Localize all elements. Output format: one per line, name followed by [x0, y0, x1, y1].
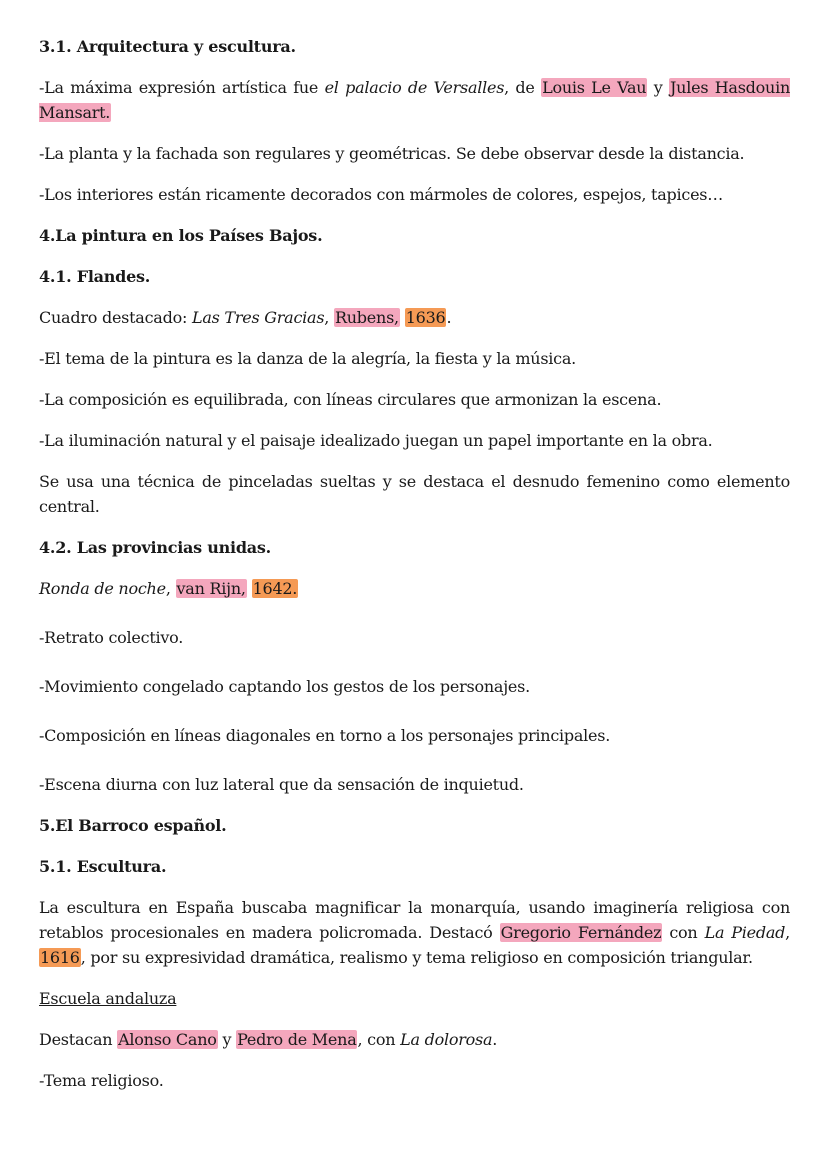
- paragraph-versalles: [39, 75, 790, 125]
- heading-5-1: 5.1. Escultura.: [39, 857, 167, 876]
- text-segment: ,: [785, 923, 791, 942]
- text-segment: y: [217, 1030, 237, 1049]
- work-title-tres-gracias: Las Tres Gracias: [191, 308, 325, 327]
- highlight-year-1636: 1636: [405, 308, 446, 327]
- text-segment: -La máxima expresión artística fue: [39, 78, 325, 97]
- text-segment: ,: [324, 308, 334, 327]
- paragraph-movimiento: -Movimiento congelado captando los gestos de los personajes.: [39, 677, 530, 696]
- heading-4: 4.La pintura en los Países Bajos.: [39, 226, 323, 245]
- text-segment: ,: [165, 579, 176, 598]
- heading-5: 5.El Barroco español.: [39, 816, 227, 835]
- document-body: [39, 34, 790, 1109]
- paragraph-tres-gracias: [39, 305, 790, 330]
- heading-3-1: 3.1. Arquitectura y escultura.: [39, 37, 296, 56]
- text-segment: .: [446, 308, 452, 327]
- highlight-year-1642: 1642.: [252, 579, 298, 598]
- text-segment: y: [647, 78, 670, 97]
- highlight-year-1616: 1616: [40, 948, 80, 967]
- paragraph-tecnica: Se usa una técnica de pinceladas sueltas y se destaca el desnudo femenino como elemento central.: [39, 472, 790, 516]
- text-segment: con: [662, 923, 705, 942]
- text-segment: , de: [504, 78, 542, 97]
- paragraph-iluminacion: -La iluminación natural y el paisaje idealizado juegan un papel importante en la obra.: [39, 431, 713, 450]
- text-segment: , con: [357, 1030, 401, 1049]
- work-title-la-piedad: La Piedad: [704, 923, 786, 942]
- paragraph-tema: -El tema de la pintura es la danza de la alegría, la fiesta y la música.: [39, 349, 576, 368]
- highlight-author-pedro-de-mena: Pedro de Mena: [237, 1030, 357, 1049]
- text-segment: Cuadro destacado:: [39, 308, 192, 327]
- paragraph-diagonales: -Composición en líneas diagonales en torno a los personajes principales.: [39, 726, 611, 745]
- text-segment: Destacan: [39, 1030, 118, 1049]
- highlight-author-alonso-cano: Alonso Cano: [118, 1030, 217, 1049]
- paragraph-planta: -La planta y la fachada son regulares y geométricas. Se debe observar desde la distancia.: [39, 144, 745, 163]
- paragraph-interiores: -Los interiores están ricamente decorados con mármoles de colores, espejos, tapices…: [39, 185, 723, 204]
- work-title-la-dolorosa: La dolorosa: [400, 1030, 493, 1049]
- text-segment: [400, 308, 405, 327]
- paragraph-retrato: -Retrato colectivo.: [39, 628, 184, 647]
- paragraph-ronda-de-noche: [39, 576, 790, 601]
- paragraph-escuela-andaluza: [39, 1027, 790, 1052]
- highlight-author-van-rijn: van Rijn,: [176, 579, 246, 598]
- highlight-author-rubens: Rubens,: [334, 308, 399, 327]
- paragraph-escena: -Escena diurna con luz lateral que da sensación de inquietud.: [39, 775, 524, 794]
- work-title-versalles: el palacio de Versalles: [324, 78, 505, 97]
- paragraph-escultura: [39, 895, 790, 970]
- paragraph-composicion: -La composición es equilibrada, con líneas circulares que armonizan la escena.: [39, 390, 662, 409]
- highlight-author-gregorio-fernandez: Gregorio Fernández: [500, 923, 662, 942]
- subheading-escuela-andaluza: Escuela andaluza: [39, 989, 177, 1008]
- text-segment: [247, 579, 252, 598]
- paragraph-tema-religioso: -Tema religioso.: [39, 1071, 164, 1090]
- work-title-ronda-de-noche: Ronda de noche: [39, 579, 166, 598]
- text-segment: , por su expresividad dramática, realismo y tema religioso en composición triangular.: [80, 948, 753, 967]
- highlight-author-mansart: Jules Hasdouin Mansart.: [39, 78, 791, 122]
- heading-4-2: 4.2. Las provincias unidas.: [39, 538, 271, 557]
- text-segment: .: [492, 1030, 498, 1049]
- highlight-author-le-vau: Louis Le Vau: [542, 78, 647, 97]
- heading-4-1: 4.1. Flandes.: [39, 267, 151, 286]
- text-segment: La escultura en España buscaba magnificar la monarquía, usando imaginería religiosa con retablos procesionales en madera policromada. Destacó: [39, 898, 790, 942]
